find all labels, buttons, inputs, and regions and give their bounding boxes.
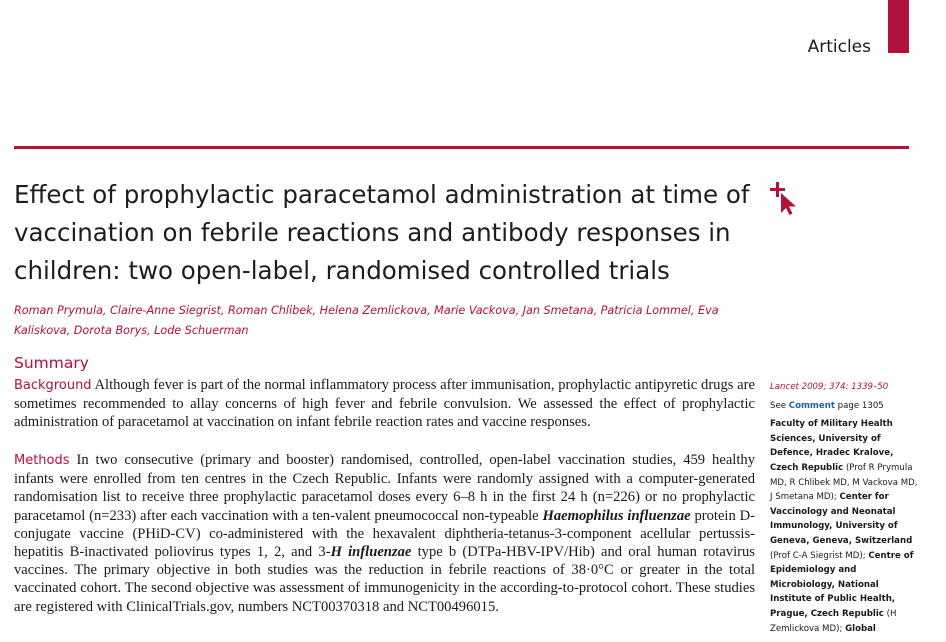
section-label: Articles (807, 37, 871, 57)
journal-citation: Lancet 2009; 374: 1339–50 (770, 382, 889, 392)
abstract-background (14, 376, 755, 432)
methods-label: Methods (14, 453, 70, 468)
article-title: Effect of prophylactic paracetamol administration at time of vaccination on febrile reactions and antibody responses in children: two open-label, randomised controlled trials (14, 180, 750, 285)
background-text: Although fever is part of the normal inflammatory process after immunisation, prophylactic antipyretic drugs are sometimes recommended to allay concerns of high fever and febrile convulsion. We assessed the effect of prophylactic administration of paracetamol at vaccination on infant febrile reaction rates and vaccine responses. (14, 377, 755, 431)
methods-italic-2: H influenzae (330, 544, 412, 561)
methods-text-3: type b (DTPa-HBV-IPV/Hib) and oral human rotavirus vaccines. The primary objective in both studies was the reduction in febrile reactions of 38·0°C or greater in the total vaccinated cohort. The second objective was assessment of immunogenicity in the according-to-protocol cohort. These studies are registered with ClinicalTrials.gov, numbers NCT00370318 and NCT00496015. (14, 544, 755, 615)
affiliation-4: Global (845, 623, 876, 634)
header-rule (14, 146, 909, 149)
article-sidebar (770, 380, 920, 636)
author-list: Roman Prymula, Claire-Anne Siegrist, Roman Chlibek, Helena Zemlickova, Marie Vackova, Jan Smetana, Patricia Lommel, Eva Kaliskova, Dorota Borys, Lode Schuerman (14, 304, 719, 337)
affiliation-3: Centre of Epidemiology and Microbiology, National Institute of Public Health, Prague, Czech Republic (770, 550, 914, 619)
methods-italic-1: Haemophilus influenzae (542, 507, 691, 524)
section-color-tab (888, 0, 909, 53)
methods-text-2: protein D-conjugate vaccine (PHiD-CV) co-administered with the hexavalent diphtheria-tetanus-3-component acellular pertussis-hepatitis B-inactivated poliovirus types 1, 2, and 3- (14, 507, 755, 561)
crossmark-icon[interactable] (770, 182, 798, 216)
see-suffix: page 1305 (834, 400, 884, 411)
see-prefix: See (770, 400, 789, 411)
affiliation-2: Center for Vaccinology and Neonatal Immunology, University of Geneva, Geneva, Switzerland (770, 492, 913, 546)
citation-line (770, 380, 920, 395)
affiliation-1: Faculty of Military Health Sciences, University of Defence, Hradec Kralove, Czech Republic (770, 419, 894, 473)
background-label: Background (14, 378, 92, 393)
affiliation-1-authors: (Prof R Prymula MD, R Chlibek MD, M Vackova MD, J Smetana MD); (770, 462, 918, 503)
affiliations (770, 417, 920, 636)
abstract-methods (14, 451, 755, 616)
summary-heading: Summary (14, 354, 89, 372)
affiliation-3-authors: (H Zemlickova MD); (770, 608, 897, 634)
methods-text-1: In two consecutive (primary and booster) randomised, controlled, open-label vaccination studies, 459 healthy infants were enrolled from ten centres in the Czech Republic. Infants were randomly assigned with a computer-generated randomisation list to receive three prophylactic paracetamol doses every 6–8 h in the first 24 h (n=226) or no prophylactic paracetamol (n=233) after each vaccination with a ten-valent pneumococcal non-typeable (14, 452, 755, 524)
see-comment-line (770, 399, 920, 414)
affiliation-2-authors: (Prof C-A Siegrist MD); (770, 550, 866, 561)
comment-link[interactable]: Comment (788, 400, 835, 411)
